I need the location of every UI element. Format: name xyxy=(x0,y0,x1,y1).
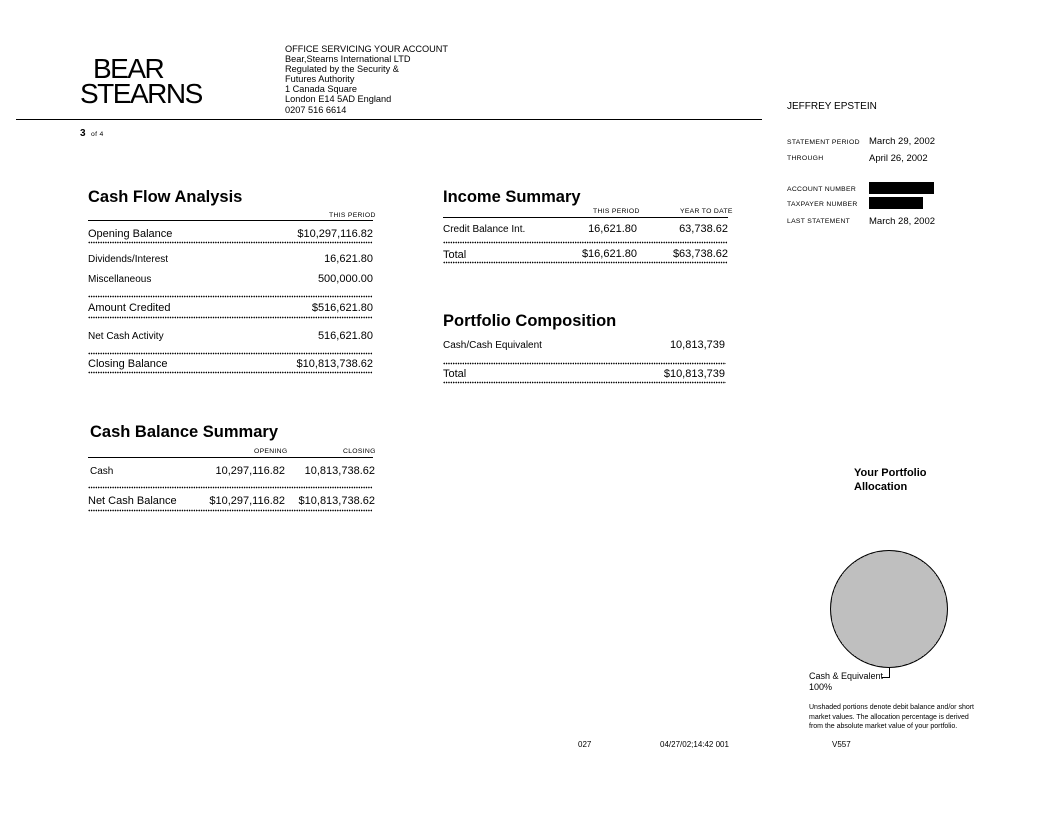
disclaimer-line: Unshaded portions denote debit balance and/or short xyxy=(809,704,975,711)
cash-balance-header-rule xyxy=(88,457,373,458)
disclaimer-line: from the absolute market value of your portfolio. xyxy=(809,723,958,730)
dotted-rule xyxy=(88,316,373,319)
cash-balance-row-closing: $10,813,738.62 xyxy=(298,495,375,507)
header-rule xyxy=(16,119,762,120)
cash-balance-row-label: Cash xyxy=(90,466,114,477)
cash-balance-row-label: Net Cash Balance xyxy=(88,495,177,507)
dotted-rule xyxy=(88,486,373,489)
income-row-ytd: $63,738.62 xyxy=(672,248,728,260)
office-line: Futures Authority xyxy=(285,74,355,85)
cash-flow-row-value: 516,621.80 xyxy=(317,330,373,342)
cash-balance-row-opening: 10,297,116.82 xyxy=(215,465,285,477)
account-number-label: ACCOUNT NUMBER xyxy=(787,186,857,193)
cash-flow-row-value: $10,813,738.62 xyxy=(296,358,373,370)
income-header-rule xyxy=(443,217,728,218)
footer-code-2: V557 xyxy=(832,740,851,749)
through-value: April 26, 2002 xyxy=(869,153,928,164)
income-row-period: 16,621.80 xyxy=(588,223,637,235)
cash-flow-title: Cash Flow Analysis xyxy=(88,188,243,206)
taxpayer-number-redaction xyxy=(869,197,923,209)
pie-slice-label: Cash & Equivalent xyxy=(809,671,884,681)
cash-balance-row-closing: 10,813,738.62 xyxy=(304,465,375,477)
cash-flow-row-label: Opening Balance xyxy=(88,228,173,240)
allocation-disclaimer xyxy=(809,703,974,732)
allocation-pie-chart xyxy=(830,550,948,668)
cash-flow-row-value: $516,621.80 xyxy=(311,302,373,314)
portfolio-row-value: 10,813,739 xyxy=(669,339,725,351)
portfolio-title: Portfolio Composition xyxy=(443,312,617,330)
dotted-rule xyxy=(88,352,373,355)
office-address xyxy=(285,44,448,115)
statement-period-value: March 29, 2002 xyxy=(869,136,936,147)
bear-stearns-logo xyxy=(80,53,202,109)
account-number-redaction xyxy=(869,182,934,194)
footer-code-1: 027 xyxy=(578,740,592,749)
page-number: 3 xyxy=(80,128,86,139)
cash-flow-row-label: Miscellaneous xyxy=(88,274,152,285)
taxpayer-number-label: TAXPAYER NUMBER xyxy=(787,201,858,208)
office-line: London E14 5AD England xyxy=(285,94,392,105)
pie-slice-percent: 100% xyxy=(809,682,833,692)
page-of: of 4 xyxy=(91,131,104,138)
dotted-rule xyxy=(443,241,728,244)
portfolio-row-value: $10,813,739 xyxy=(663,368,725,380)
cash-balance-col-closing: CLOSING xyxy=(343,448,376,455)
cash-balance-col-opening: OPENING xyxy=(254,448,288,455)
cash-flow-row-value: 16,621.80 xyxy=(324,253,373,265)
office-line: OFFICE SERVICING YOUR ACCOUNT xyxy=(285,44,449,54)
allocation-title-line2: Allocation xyxy=(854,481,908,493)
cash-balance-title: Cash Balance Summary xyxy=(90,423,279,441)
disclaimer-line: market values. The allocation percentage is derived xyxy=(809,713,969,721)
cash-balance-row-opening: $10,297,116.82 xyxy=(209,495,285,507)
office-line: Regulated by the Security & xyxy=(285,64,399,75)
income-row-period: $16,621.80 xyxy=(581,248,637,260)
dotted-rule xyxy=(443,381,726,384)
logo-line-1: BEAR xyxy=(93,53,164,84)
income-col-ytd: YEAR TO DATE xyxy=(680,208,733,215)
dotted-rule xyxy=(88,371,373,374)
income-row-label: Credit Balance Int. xyxy=(443,224,526,235)
last-statement-value: March 28, 2002 xyxy=(869,216,936,227)
dotted-rule xyxy=(88,241,373,244)
cash-flow-row-value: 500,000.00 xyxy=(317,273,373,285)
income-row-ytd: 63,738.62 xyxy=(679,223,728,235)
cash-flow-col-header: THIS PERIOD xyxy=(329,212,376,219)
dotted-rule xyxy=(88,295,373,298)
dotted-rule xyxy=(443,362,726,365)
cash-flow-row-value: $10,297,116.82 xyxy=(297,228,373,240)
portfolio-row-label: Cash/Cash Equivalent xyxy=(443,340,542,351)
office-line: Bear,Stearns International LTD xyxy=(285,54,411,65)
logo-line-2: STEARNS xyxy=(80,78,202,109)
footer-timestamp: 04/27/02;14:42 001 xyxy=(660,740,729,749)
last-statement-label: LAST STATEMENT xyxy=(787,218,851,225)
allocation-title xyxy=(854,466,927,494)
portfolio-row-label: Total xyxy=(443,368,467,380)
cash-flow-header-rule xyxy=(88,220,373,221)
through-label: THROUGH xyxy=(787,155,824,162)
statement-period-label: STATEMENT PERIOD xyxy=(787,139,860,146)
income-row-label: Total xyxy=(443,249,467,261)
office-line: 1 Canada Square xyxy=(285,84,358,95)
pie-leader-line xyxy=(882,677,890,678)
client-name: JEFFREY EPSTEIN xyxy=(787,101,877,112)
office-line: 0207 516 6614 xyxy=(285,104,347,115)
income-summary-title: Income Summary xyxy=(443,188,581,206)
cash-flow-row-label: Dividends/Interest xyxy=(88,254,169,265)
dotted-rule xyxy=(88,509,373,512)
dotted-rule xyxy=(443,261,728,264)
allocation-title-line1: Your Portfolio xyxy=(854,467,927,479)
cash-flow-row-label: Net Cash Activity xyxy=(88,331,164,342)
income-col-this-period: THIS PERIOD xyxy=(593,208,640,215)
pie-leader-line xyxy=(889,668,890,677)
cash-flow-row-label: Closing Balance xyxy=(88,358,168,370)
cash-flow-row-label: Amount Credited xyxy=(88,302,171,314)
